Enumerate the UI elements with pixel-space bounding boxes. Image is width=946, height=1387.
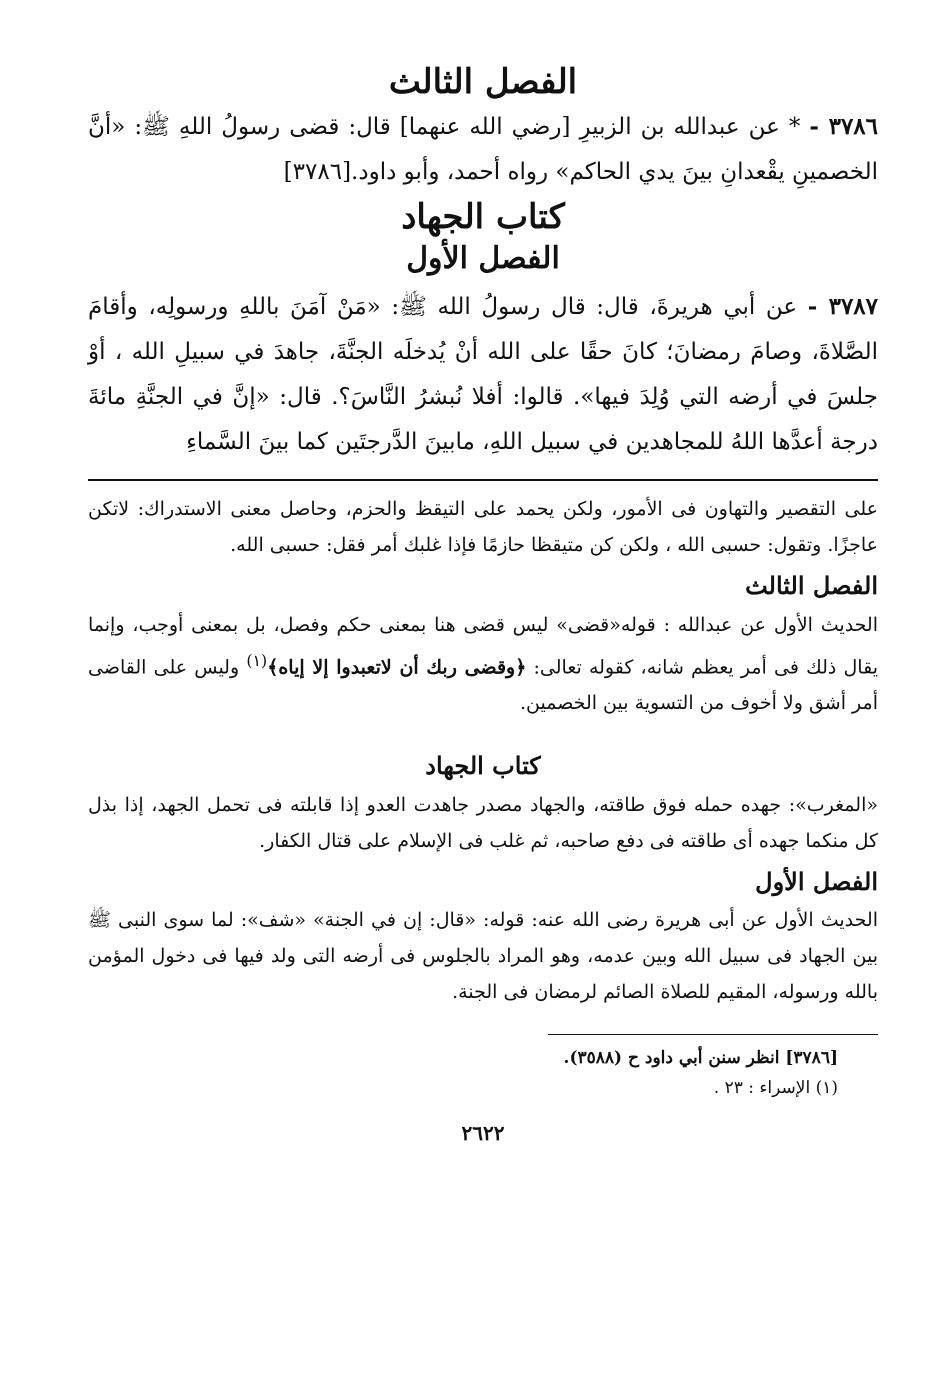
page-number: ٢٦٢٢ [461,1121,505,1146]
commentary-divider [88,479,878,481]
commentary-paragraph-2: «المغرب»: جهده حمله فوق طاقته، والجهاد مصدر جاهدت العدو إذا قابلته فى تحمل الجهد، إذا بذل كل منكما جهده أى طاقته فى دفع صاحبه، ثم غلب فى الإسلام على قتال الكفار. [88,793,878,852]
footnote-2: (١) الإسراء : ٢٣ . [713,1078,838,1099]
footnote-divider [548,1034,878,1035]
section-title-third: الفصل الثالث [388,62,578,102]
commentary-heading-first: الفصل الأول [755,866,878,896]
hadith-text-3787: عن أبي هريرةَ، قال: قال رسولُ الله ﷺ: «مَنْ آمَنَ باللهِ ورسولِه، وأقامَ الصَّلاةَ، وصامَ رمضانَ؛ كانَ حقًا على الله أنْ يُدخلَه الجنَّةَ، جاهدَ في سبيلِ الله ، أوْ جلسَ في أرضه التي وُلِدَ فيها». قالوا: أفلا نُبشرُ النَّاسَ؟. قال: «إنَّ في الجنَّةِ مائةَ درجة أعدَّها اللهُ للمجاهدين في سبيل اللهِ، مابينَ الدَّرجتَين كما بينَ السَّماءِ [88,294,878,456]
commentary-intro: على التقصير والتهاون فى الأمور، ولكن يحمد على التيقظ والحزم، وحاصل معنى الاستدراك: لاتكن عاجزًا. وتقول: حسبى الله ، ولكن كن متيقظا حازمًا فإذا غلبك أمر فقل: حسبى الله. [88,498,878,557]
document-page [88,60,878,1360]
hadith-number-3787: ٣٧٨٧ - [807,293,879,321]
commentary-p1-start: الحديث الأول عن عبدالله : قوله«قضى» ليس قضى هنا بمعنى حكم وفصل، بل بمعنى أوجب، وإنما يقال ذلك فى أمر يعظم شانه، كقوله تعالى: [88,613,878,679]
commentary-heading-jihad: كتاب الجهاد [425,751,541,781]
section-title-first: الفصل الأول [406,241,560,277]
commentary-heading-third: الفصل الثالث [745,571,878,601]
hadith-text-3786: * عن عبدالله بن الزبيرِ [رضي الله عنهما] قال: قضى رسولُ اللهِ ﷺ: «أنَّ الخصمينِ يقْعدانِ بينَ يدي الحاكم» رواه أحمد، وأبو داود.[٣٧٨٦] [88,114,878,186]
hadith-3786 [88,104,878,195]
footnote-1: [٣٧٨٦] انظر سنن أبي داود ح (٣٥٨٨). [563,1048,838,1069]
commentary-paragraph-1 [88,607,878,721]
hadith-number-3786: ٣٧٨٦ - [809,113,879,141]
footnote-ref-1: (١) [246,650,268,670]
commentary-p1-end: وليس على القاضى أمر أشق ولا أخوف من التسوية بين الخصمين. [88,656,878,715]
book-title-jihad: كتاب الجهاد [401,197,565,238]
commentary-paragraph-3: الحديث الأول عن أبى هريرة رضى الله عنه: قوله: «قال: إن في الجنة» «شف»: لما سوى النبى ﷺ بين الجهاد فى سبيل الله وبين عدمه، وهو المراد بالجلوس فى أرضه التى ولد فيها فى دخول المؤمن بالله ورسوله، المقيم للصلاة الصائم لرمضان فى الجنة. [88,909,878,1004]
hadith-3787 [88,284,878,465]
quran-quote: ﴿وقضى ربك أن لاتعبدوا إلا إياه﴾ [267,656,527,679]
